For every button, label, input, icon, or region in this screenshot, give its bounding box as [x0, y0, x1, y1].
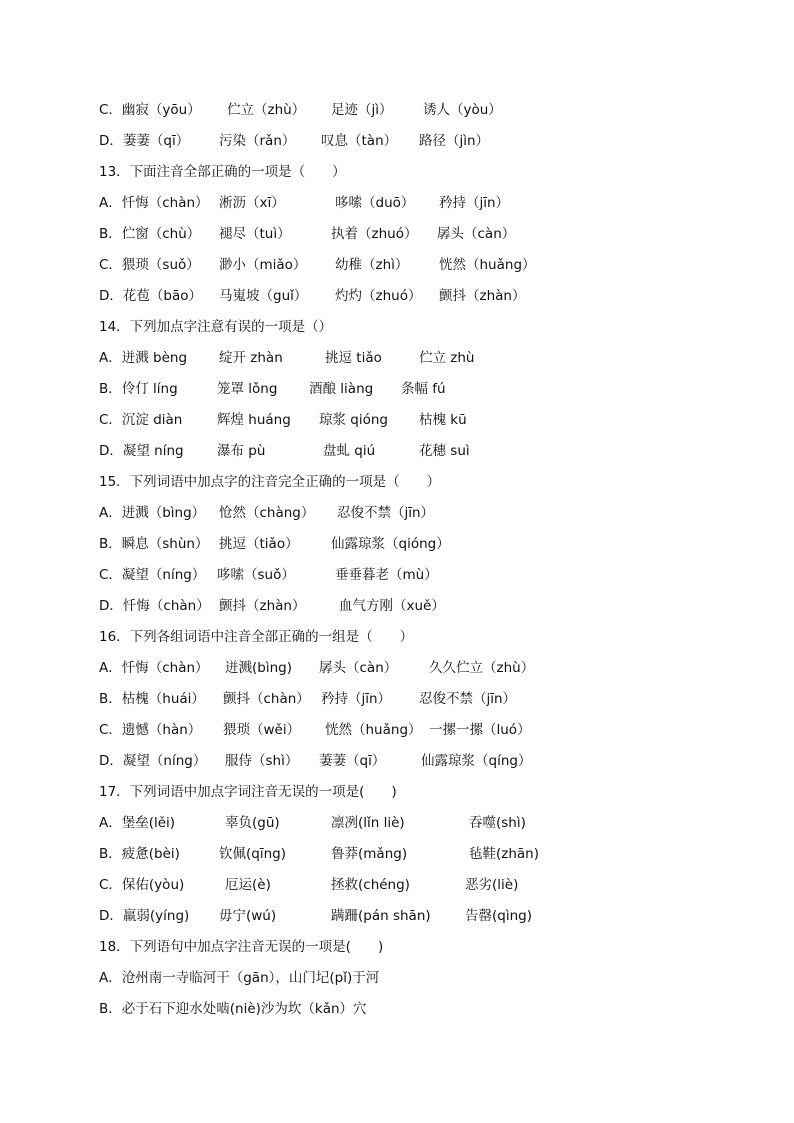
- option-item-cell: 瀑布 pù: [217, 443, 266, 459]
- option-item-cell: 淅沥（xī）: [219, 195, 285, 211]
- option-label-cell: D．凝望 níng: [99, 443, 184, 459]
- option-label-cell: A．迸溅 bèng: [99, 350, 188, 366]
- option-item-cell: 灼灼（zhuó）: [335, 288, 422, 304]
- option-item-cell: 伫立（zhù）: [227, 102, 306, 118]
- option-item-cell: 仙露琼浆（qióng）: [331, 536, 450, 552]
- option-item-cell: 辜负(gū): [225, 815, 280, 831]
- option-item-cell: 挑逗 tiǎo: [325, 350, 382, 366]
- option-item-cell: 哆嗦（duō）: [335, 195, 415, 211]
- option-item-cell: 忍俊不禁（jīn）: [337, 505, 435, 521]
- option-item-cell: 执着（zhuó）: [331, 226, 418, 242]
- question-text: 13．下面注音全部正确的一项是（ ）: [99, 164, 346, 180]
- option-item-cell: 恶劣(liè): [465, 877, 519, 893]
- option-item-cell: 辉煌 huáng: [217, 412, 291, 428]
- option-item-cell: 孱头（càn）: [319, 660, 398, 676]
- question-text: 14．下列加点字注意有误的一项是（）: [99, 319, 333, 335]
- option-item-cell: 矜持（jīn）: [321, 691, 392, 707]
- option-item-cell: 忍俊不禁（jīn）: [419, 691, 517, 707]
- option-label-cell: C．遗憾（hàn）: [99, 722, 202, 738]
- option-item-cell: 垂垂暮老（mù）: [335, 567, 438, 583]
- option-item-cell: 鲁莽(mǎng): [331, 846, 408, 862]
- option-item-cell: 厄运(è): [225, 877, 271, 893]
- option-label-cell: B．疲惫(bèi): [99, 846, 180, 862]
- option-label-cell: D．萋萋（qī）: [99, 133, 190, 149]
- option-label-cell: B．枯槐（huái）: [99, 691, 205, 707]
- option-item-cell: 毋宁(wú): [219, 908, 277, 924]
- option-item-cell: 污染（rǎn）: [219, 133, 296, 149]
- option-item-cell: 挑逗（tiǎo）: [219, 536, 299, 552]
- option-label-cell: A．迸溅（bìng）: [99, 505, 206, 521]
- option-label-cell: B．伫窗（chù）: [99, 226, 201, 242]
- option-item-cell: 酒酿 liàng: [309, 381, 374, 397]
- option-label-cell: C．幽寂（yōu）: [99, 102, 201, 118]
- option-item-cell: 颤抖（chàn）: [223, 691, 310, 707]
- question-text: 17．下列词语中加点字词注音无误的一项是( ): [99, 784, 397, 800]
- option-label-cell: D．花苞（bāo）: [99, 288, 202, 304]
- option-item-cell: 幼稚（zhì）: [335, 257, 409, 273]
- option-label-cell: A．堡垒(lěi): [99, 815, 176, 831]
- option-item-cell: 绽开 zhàn: [219, 350, 283, 366]
- option-item-cell: 足迹（jì）: [331, 102, 393, 118]
- option-item-cell: 怆然（chàng）: [219, 505, 315, 521]
- option-item-cell: 迸溅(bìng): [225, 660, 292, 676]
- question-text: 16．下列各组词语中注音全部正确的一组是（ ）: [99, 629, 414, 645]
- option-label-cell: D．凝望（níng）: [99, 753, 207, 769]
- option-item-cell: 伫立 zhù: [419, 350, 475, 366]
- option-item-cell: 吞噬(shì): [469, 815, 526, 831]
- question-text: 15．下列词语中加点字的注音完全正确的一项是（ ）: [99, 474, 441, 490]
- option-item-cell: 颤抖（zhàn）: [439, 288, 526, 304]
- option-item-cell: 孱头（càn）: [437, 226, 516, 242]
- option-item-cell: 琼浆 qióng: [319, 412, 388, 428]
- option-item-cell: 颤抖（zhàn）: [219, 598, 306, 614]
- option-label-cell: C．沉淀 diàn: [99, 412, 183, 428]
- option-item-cell: 褪尽（tuì）: [219, 226, 291, 242]
- option-label-cell: B．瞬息（shùn）: [99, 536, 209, 552]
- option-item-cell: 一摞一摞（luó）: [429, 722, 531, 738]
- option-item-cell: 凛冽(lǐn liè): [331, 815, 405, 831]
- option-item-cell: 告罄(qìng): [465, 908, 532, 924]
- option-item-cell: 渺小（miǎo）: [219, 257, 307, 273]
- option-item-cell: 蹒跚(pán shān): [331, 908, 431, 924]
- option-label-cell: B．必于石下迎水处啮(niè)沙为坎（kǎn）穴: [99, 1001, 367, 1017]
- option-label-cell: A．忏悔（chàn）: [99, 195, 209, 211]
- option-item-cell: 猥琐（wěi）: [223, 722, 301, 738]
- option-item-cell: 笼罩 lǒng: [217, 381, 278, 397]
- option-label-cell: A．忏悔（chàn）: [99, 660, 209, 676]
- option-label-cell: C．保佑(yòu): [99, 877, 185, 893]
- option-item-cell: 诱人（yòu）: [423, 102, 502, 118]
- option-item-cell: 条幅 fú: [401, 381, 446, 397]
- option-item-cell: 花穗 suì: [419, 443, 470, 459]
- option-item-cell: 钦佩(qīng): [219, 846, 286, 862]
- option-item-cell: 矜持（jīn）: [439, 195, 510, 211]
- option-item-cell: 马嵬坡（guǐ）: [219, 288, 308, 304]
- option-item-cell: 萋萋（qī）: [319, 753, 386, 769]
- option-item-cell: 枯槐 kū: [419, 412, 467, 428]
- option-label-cell: B．伶仃 líng: [99, 381, 178, 397]
- option-label-cell: D．羸弱(yíng): [99, 908, 190, 924]
- option-label-cell: C．凝望（níng）: [99, 567, 206, 583]
- option-item-cell: 恍然（huǎng）: [325, 722, 422, 738]
- option-label-cell: D．忏悔（chàn）: [99, 598, 210, 614]
- option-item-cell: 拯救(chéng): [331, 877, 410, 893]
- option-item-cell: 哆嗦（suǒ）: [217, 567, 295, 583]
- option-item-cell: 恍然（huǎng）: [439, 257, 536, 273]
- option-label-cell: C．猥琐（suǒ）: [99, 257, 200, 273]
- question-text: 18．下列语句中加点字注音无误的一项是( ): [99, 939, 384, 955]
- option-item-cell: 路径（jìn）: [419, 133, 490, 149]
- option-item-cell: 盘虬 qiú: [323, 443, 376, 459]
- option-item-cell: 血气方刚（xuě）: [339, 598, 445, 614]
- option-label-cell: A．沧州南一寺临河干（gān），山门圮(pǐ)于河: [99, 970, 380, 986]
- option-item-cell: 毡鞋(zhān): [469, 846, 540, 862]
- option-item-cell: 叹息（tàn）: [321, 133, 398, 149]
- option-item-cell: 久久伫立（zhù）: [429, 660, 535, 676]
- option-item-cell: 服侍（shì）: [225, 753, 299, 769]
- option-item-cell: 仙露琼浆（qíng）: [421, 753, 532, 769]
